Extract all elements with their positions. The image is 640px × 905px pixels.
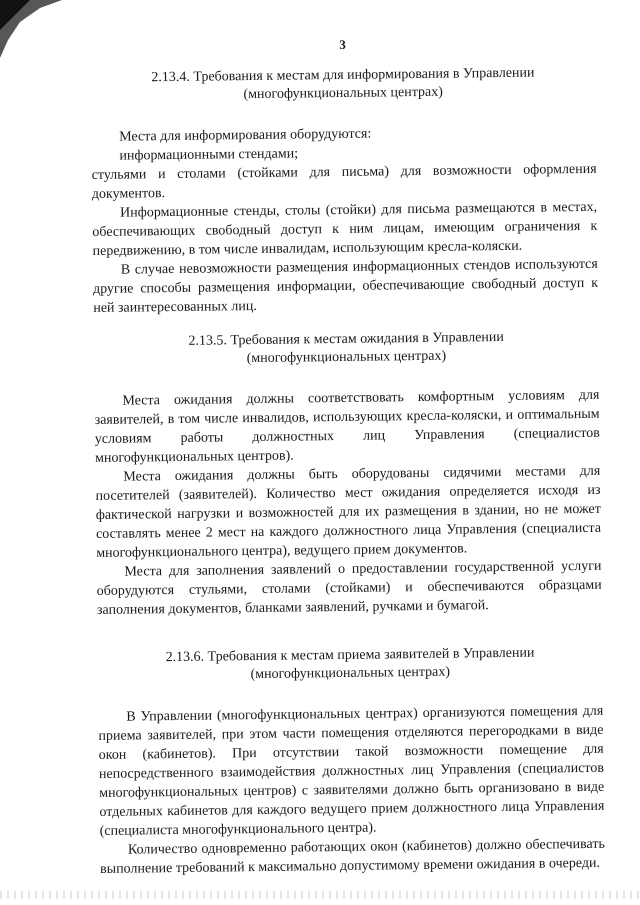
- section-heading-line: (многофункциональных центрах): [250, 664, 451, 683]
- paragraph: Места для информирования оборудуются:: [119, 126, 372, 145]
- section-heading-line: (многофункциональных центрах): [243, 84, 443, 103]
- scan-corner-mark: [0, 0, 70, 70]
- section-heading-line: 2.13.5. Требования к местам ожидания в Управлении: [188, 329, 504, 349]
- paragraph: Информационные стенды, столы (стойки) для письма размещаются в местах, обеспечивающих свободный доступ к ним лицам, имеющим ограничения к передвижению, в том числе инвалидам, использующим кресла-коляски.: [92, 199, 598, 259]
- section-heading-2-13-4: [90, 64, 595, 106]
- paragraph: информационными стендами;: [119, 146, 299, 164]
- section-heading-2-13-6: [97, 644, 602, 686]
- scan-edge-noise: [0, 891, 640, 899]
- section-body-2-13-6: [98, 702, 605, 879]
- document-page: [90, 34, 605, 895]
- paragraph: Места для заполнения заявлений о предоставлении государственной услуги оборудуются стульями, столами (стойками) и обеспечиваются образцами заполнения документов, бланками заявлений, ручками и бумагой.: [96, 558, 602, 618]
- section-heading-line: 2.13.4. Требования к местам для информирования в Управлении: [151, 65, 535, 86]
- section-heading-line: 2.13.6. Требования к местам приема заявителей в Управлении: [165, 645, 535, 666]
- paragraph: стульями и столами (стойками для письма) для возможности оформления документов.: [91, 161, 597, 202]
- paragraph: Количество одновременно работающих окон (кабинетов) должно обеспечивать выполнение требований к максимально допустимому времени ожидания в очереди.: [100, 836, 605, 877]
- paragraph: Места ожидания должны быть оборудованы сидячими местами для посетителей (заявителей). Количество мест ожидания определяется исходя из фактической нагрузки и возможностей для их размещения в здании, но не может составлять менее 2 мест на каждого должностного лица Управления (специалиста многофункционального центра), ведущего прием документов.: [95, 463, 602, 561]
- page-number: 3: [339, 36, 346, 52]
- section-heading-line: (многофункциональных центрах): [246, 348, 447, 367]
- section-body-2-13-5: [94, 386, 602, 620]
- section-body-2-13-4: [91, 122, 598, 318]
- paragraph: В случае невозможности размещения информационных стендов используются другие способы размещения информации, обеспечивающие свободный доступ к ней заинтересованных лиц.: [92, 256, 599, 316]
- paragraph: Места ожидания должны соответствовать комфортным условиям для заявителей, в том числе инвалидов, использующих кресла-коляски, и оптимальным условиям работы должностных лиц Управления (специалистов многофункциональных центров).: [94, 387, 600, 466]
- section-heading-2-13-5: [94, 328, 599, 370]
- paragraph: В Управлении (многофункциональных центрах) организуются помещения для приема заявителей, при этом части помещения отделяются перегородками в виде окон (кабинетов). При отсутствии такой возможности помещение для непосредственного взаимодействия должностных лиц Управления (специалистов многофункциональных центров) с заявителями должно быть организовано в виде отдельных кабинетов для каждого ведущего прием должностного лица Управления (специалиста многофункционального центра).: [98, 703, 605, 839]
